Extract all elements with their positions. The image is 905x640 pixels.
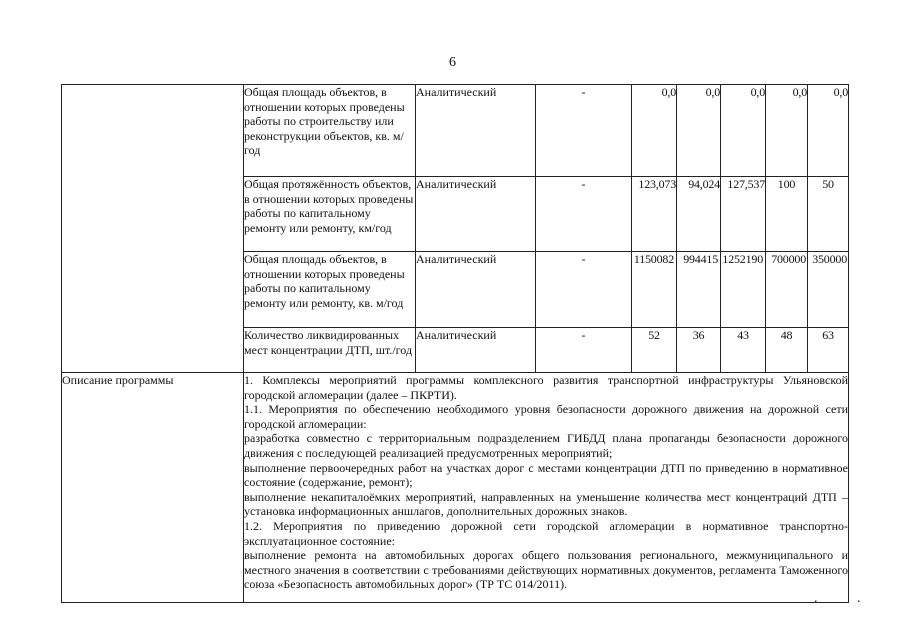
indicator-value: 123,073: [632, 177, 677, 252]
indicator-name: Общая площадь объектов, в отношении которых проведены работы по капитальному ремонту или ремонту, кв. м/год: [244, 252, 416, 328]
footer-marks: . .: [814, 591, 879, 606]
indicator-name: Количество ликвидированных мест концентрации ДТП, шт./год: [244, 328, 416, 373]
indicator-value: 127,537: [721, 177, 766, 252]
indicator-value: 1252190: [721, 252, 766, 328]
table-row: [62, 85, 849, 177]
indicator-name: Общая протяжённость объектов, в отношении которых проведены работы по капитальному ремонту или ремонту, км/год: [244, 177, 416, 252]
indicator-source: -: [536, 252, 632, 328]
indicator-value: 50: [808, 177, 849, 252]
indicator-value: 0,0: [808, 85, 849, 177]
description-paragraph: выполнение некапиталоёмких мероприятий, направленных на уменьшение количества мест концентраций ДТП – установка информационных аншлагов, дополнительных дорожных знаков.: [244, 489, 848, 519]
indicator-value: 63: [808, 328, 849, 373]
indicator-method: Аналитический: [416, 85, 536, 177]
description-paragraph: 1. Комплексы мероприятий программы комплексного развития транспортной инфраструктуры Ульяновской городской агломерации (далее – ПКРТИ).: [244, 373, 848, 402]
indicator-value: 350000: [808, 252, 849, 328]
description-paragraph: выполнение ремонта на автомобильных дорогах общего пользования регионального, межмуниципального и местного значения в соответствии с требованиями действующих нормативных документов, регламента Таможенного союза «Безопасность автомобильных дорог» (ТР ТС 014/2011).: [244, 548, 848, 592]
description-label: Описание программы: [62, 373, 244, 603]
indicator-value: 0,0: [677, 85, 721, 177]
indicator-value: 0,0: [766, 85, 808, 177]
empty-label-cell: [62, 85, 244, 373]
indicator-source: -: [536, 177, 632, 252]
indicator-value: 0,0: [721, 85, 766, 177]
program-table: [61, 84, 849, 603]
description-text: [244, 373, 849, 603]
indicator-value: 36: [677, 328, 721, 373]
indicator-value: 700000: [766, 252, 808, 328]
indicator-value: 94,024: [677, 177, 721, 252]
indicator-value: 1150082: [632, 252, 677, 328]
description-paragraph: 1.2. Мероприятия по приведению дорожной сети городской агломерации в нормативное транспортно-эксплуатационное состояние:: [244, 518, 848, 548]
table-row: [62, 373, 849, 603]
indicator-source: -: [536, 328, 632, 373]
indicator-name: Общая площадь объектов, в отношении которых проведены работы по строительству или реконструкции объектов, кв. м/год: [244, 85, 416, 177]
indicator-method: Аналитический: [416, 177, 536, 252]
indicator-value: 0,0: [632, 85, 677, 177]
description-paragraph: выполнение первоочередных работ на участках дорог с местами концентрации ДТП по приведению в нормативное состояние (содержание, ремонт);: [244, 460, 848, 490]
indicator-value: 48: [766, 328, 808, 373]
indicator-value: 994415: [677, 252, 721, 328]
indicator-value: 52: [632, 328, 677, 373]
indicator-value: 100: [766, 177, 808, 252]
indicator-method: Аналитический: [416, 252, 536, 328]
description-paragraph: разработка совместно с территориальным подразделением ГИБДД плана пропаганды безопасности дорожного движения с последующей реализацией предусмотренных мероприятий;: [244, 431, 848, 460]
indicator-value: 43: [721, 328, 766, 373]
page-number: 6: [449, 55, 456, 70]
description-paragraph: 1.1. Мероприятия по обеспечению необходимого уровня безопасности дорожного движения на дорожной сети городской агломерации:: [244, 402, 848, 431]
indicator-method: Аналитический: [416, 328, 536, 373]
indicator-source: -: [536, 85, 632, 177]
